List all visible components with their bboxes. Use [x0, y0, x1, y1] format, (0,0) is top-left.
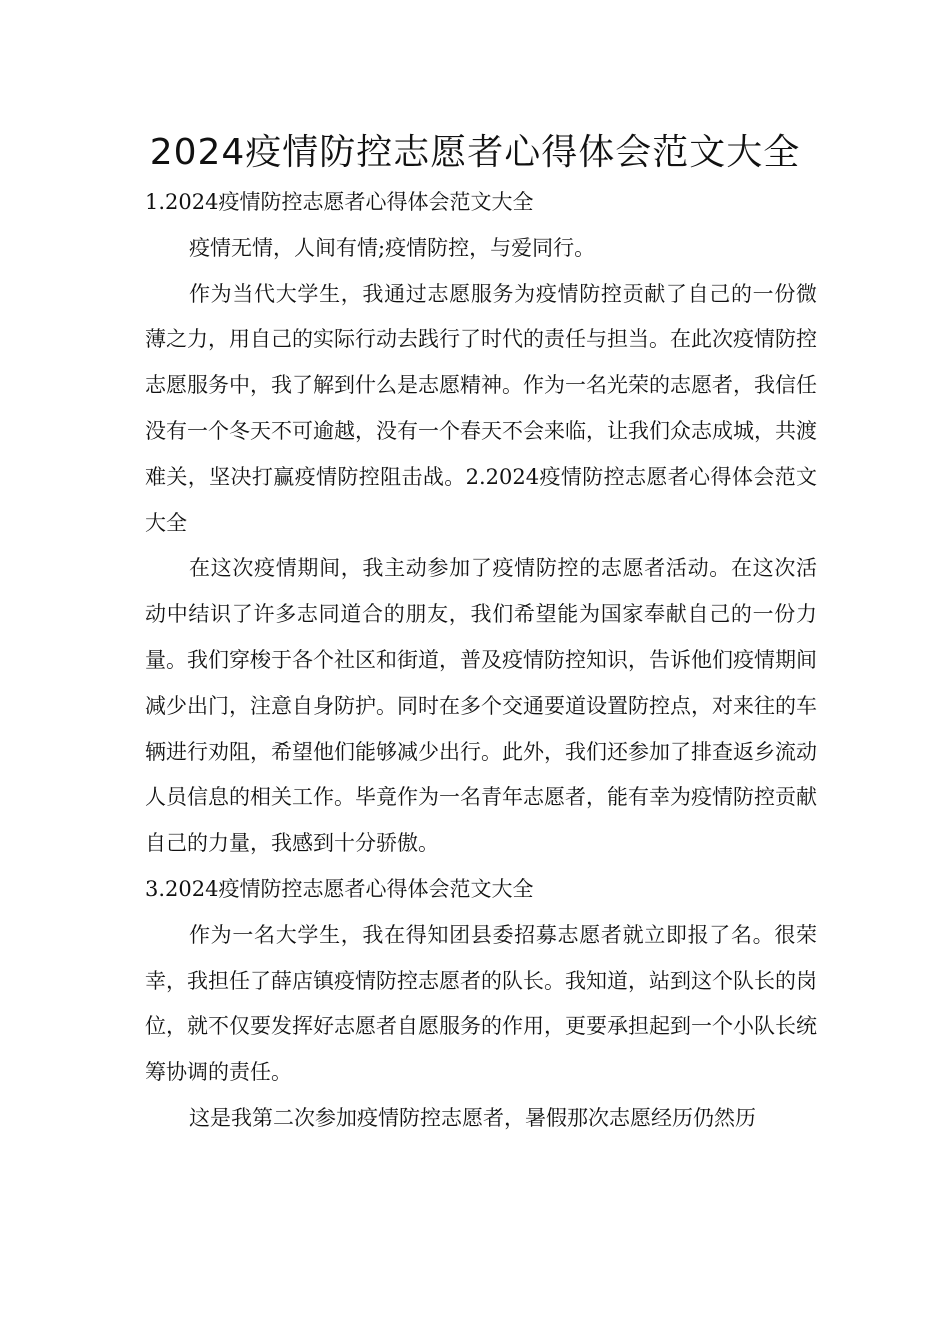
paragraph: 作为一名大学生，我在得知团县委招募志愿者就立即报了名。很荣幸，我担任了薛店镇疫情防控志愿者的队长。我知道，站到这个队长的岗位，就不仅要发挥好志愿者自愿服务的作用，更要承担起到一个小队长统筹协调的责任。 — [145, 922, 817, 1085]
paragraph: 在这次疫情期间，我主动参加了疫情防控的志愿者活动。在这次活动中结识了许多志同道合的朋友，我们希望能为国家奉献自己的一份力量。我们穿梭于各个社区和街道，普及疫情防控知识，告诉他们疫情期间减少出门，注意自身防护。同时在多个交通要道设置防控点，对来往的车辆进行劝阻，希望他们能够减少出行。此外，我们还参加了排查返乡流动人员信息的相关工作。毕竟作为一名青年志愿者，能有幸为疫情防控贡献自己的力量，我感到十分骄傲。 — [145, 556, 817, 856]
document-title: 2024疫情防控志愿者心得体会范文大全 — [149, 132, 801, 173]
paragraph: 这是我第二次参加疫情防控志愿者，暑假那次志愿经历仍然历 — [189, 1105, 756, 1130]
paragraph: 疫情无情，人间有情;疫情防控，与爱同行。 — [189, 235, 596, 260]
paragraph: 1.2024疫情防控志愿者心得体会范文大全 — [145, 190, 534, 214]
document-body — [145, 180, 817, 1142]
paragraph: 作为当代大学生，我通过志愿服务为疫情防控贡献了自己的一份微薄之力，用自己的实际行动去践行了时代的责任与担当。在此次疫情防控志愿服务中，我了解到什么是志愿精神。作为一名光荣的志愿者，我信任没有一个冬天不可逾越，没有一个春天不会来临，让我们众志成城，共渡难关，坚决打赢疫情防控阻击战。2.2024疫情防控志愿者心得体会范文大全 — [145, 281, 817, 535]
paragraph: 3.2024疫情防控志愿者心得体会范文大全 — [145, 876, 534, 901]
